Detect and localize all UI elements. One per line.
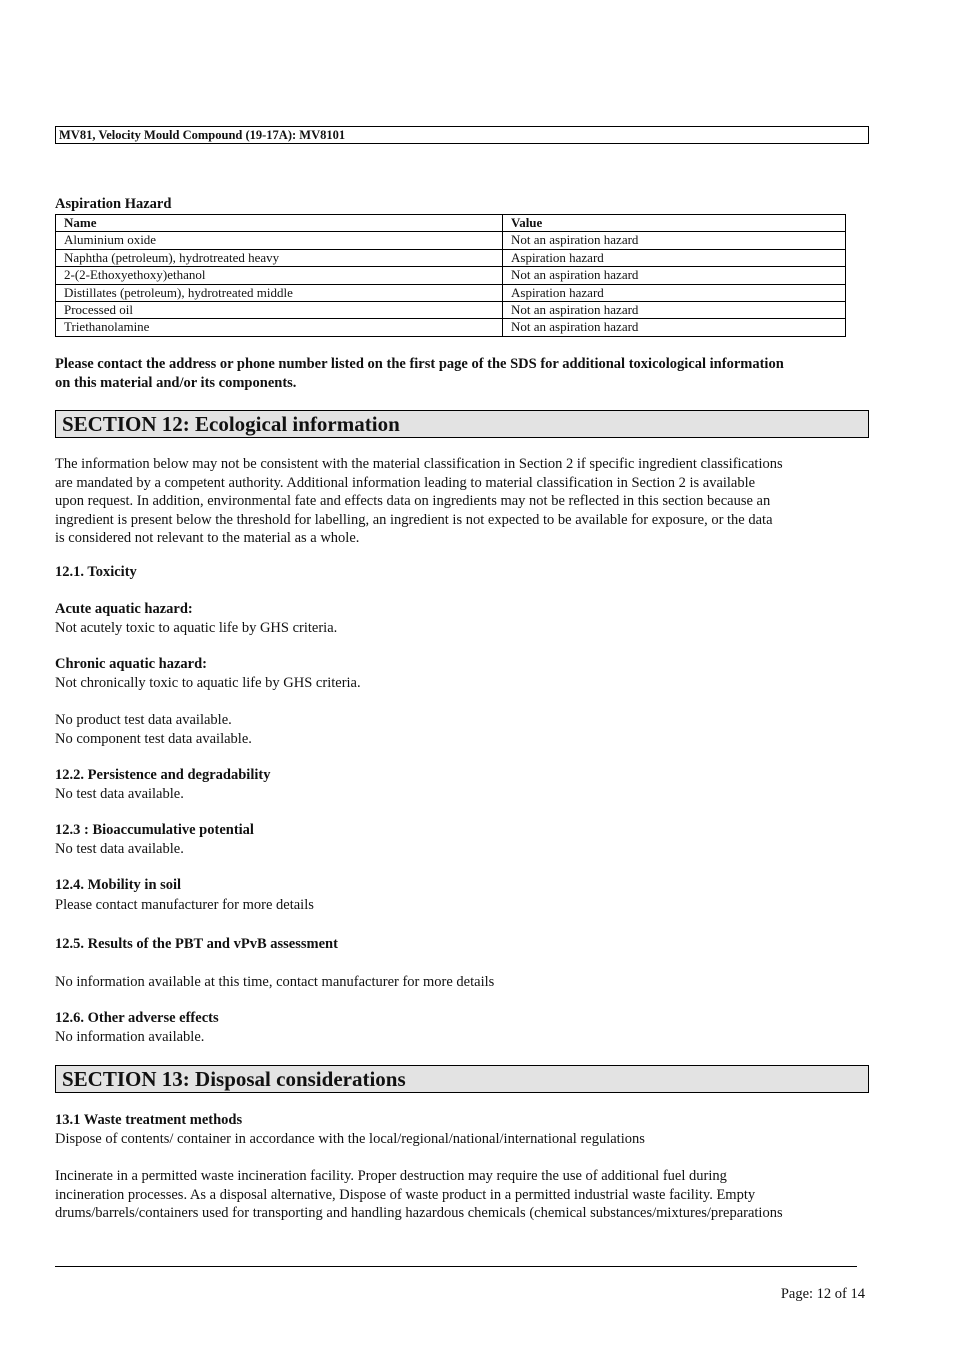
cell-name: Aluminium oxide: [56, 232, 503, 249]
pbt-text: No information available at this time, contact manufacturer for more details: [55, 974, 495, 990]
incineration-line: Incinerate in a permitted waste incineration facility. Proper destruction may require the use of additional fuel during: [55, 1168, 727, 1184]
table-row: [56, 232, 846, 249]
incineration-line: incineration processes. As a disposal alternative, Dispose of waste product in a permitted industrial waste facility. Empty: [55, 1186, 756, 1203]
persistence-text: No test data available.: [55, 786, 184, 802]
chronic-heading: Chronic aquatic hazard:: [55, 656, 207, 672]
other-effects-text: No information available.: [55, 1029, 205, 1045]
intro-line: ingredient is present below the threshold for labelling, an ingredient is not expected to be available for exposure, or the data: [55, 511, 773, 528]
section-12-intro: [55, 455, 783, 548]
section-12-heading: SECTION 12: Ecological information: [55, 410, 869, 438]
incineration-paragraph: [55, 1167, 783, 1223]
mobility-heading: 12.4. Mobility in soil: [55, 877, 182, 893]
table-row: [56, 267, 846, 284]
bioaccumulative-text: No test data available.: [55, 841, 184, 857]
cell-value: Not an aspiration hazard: [503, 232, 846, 249]
aspiration-hazard-table: [55, 214, 846, 337]
toxicity-heading: 12.1. Toxicity: [55, 564, 137, 580]
document-header: MV81, Velocity Mould Compound (19-17A): MV8101: [55, 126, 869, 144]
intro-line: are mandated by a competent authority. Additional information leading to material classification in Section 2 is available: [55, 474, 756, 491]
intro-line: upon request. In addition, environmental fate and effects data on ingredients may not be reflected in this section because an: [55, 493, 771, 509]
waste-treatment-heading: 13.1 Waste treatment methods: [55, 1112, 243, 1128]
table-row: [56, 301, 846, 318]
cell-name: Processed oil: [56, 301, 503, 318]
waste-treatment-text: Dispose of contents/ container in accordance with the local/regional/national/international regulations: [55, 1131, 645, 1147]
incineration-line: drums/barrels/containers used for transporting and handling hazardous chemicals (chemical substances/mixtures/preparations: [55, 1205, 783, 1221]
intro-line: The information below may not be consistent with the material classification in Section 2 if specific ingredient classifications: [55, 456, 783, 472]
contact-note-line: on this material and/or its components.: [55, 374, 297, 391]
page-number: Page: 12 of 14: [780, 1286, 865, 1302]
aspiration-hazard-title: Aspiration Hazard: [55, 196, 172, 212]
cell-name: 2-(2-Ethoxyethoxy)ethanol: [56, 267, 503, 284]
cell-value: Aspiration hazard: [503, 284, 846, 301]
table-row: [56, 319, 846, 336]
cell-name: Naphtha (petroleum), hydrotreated heavy: [56, 249, 503, 266]
cell-name: Triethanolamine: [56, 319, 503, 336]
intro-line: is considered not relevant to the material as a whole.: [55, 530, 360, 546]
cell-value: Not an aspiration hazard: [503, 301, 846, 318]
bioaccumulative-heading: 12.3 : Bioaccumulative potential: [55, 822, 254, 838]
table-row: [56, 284, 846, 301]
component-test-text: No component test data available.: [55, 731, 252, 747]
persistence-heading: 12.2. Persistence and degradability: [55, 767, 271, 783]
column-header-value: Value: [503, 215, 846, 232]
product-test-text: No product test data available.: [55, 712, 232, 728]
table-row: [56, 249, 846, 266]
section-13-heading: SECTION 13: Disposal considerations: [55, 1065, 869, 1093]
contact-note-line: Please contact the address or phone number listed on the first page of the SDS for additional toxicological information: [55, 356, 784, 372]
footer-divider: [55, 1266, 857, 1267]
chronic-text: Not chronically toxic to aquatic life by GHS criteria.: [55, 675, 361, 691]
cell-value: Aspiration hazard: [503, 249, 846, 266]
column-header-name: Name: [56, 215, 503, 232]
cell-value: Not an aspiration hazard: [503, 267, 846, 284]
other-effects-heading: 12.6. Other adverse effects: [55, 1010, 219, 1026]
acute-heading: Acute aquatic hazard:: [55, 601, 193, 617]
table-header-row: [56, 215, 846, 232]
cell-value: Not an aspiration hazard: [503, 319, 846, 336]
cell-name: Distillates (petroleum), hydrotreated middle: [56, 284, 503, 301]
mobility-text: Please contact manufacturer for more details: [55, 897, 314, 913]
acute-text: Not acutely toxic to aquatic life by GHS criteria.: [55, 620, 338, 636]
pbt-heading: 12.5. Results of the PBT and vPvB assessment: [55, 936, 338, 952]
contact-note: [55, 355, 784, 392]
